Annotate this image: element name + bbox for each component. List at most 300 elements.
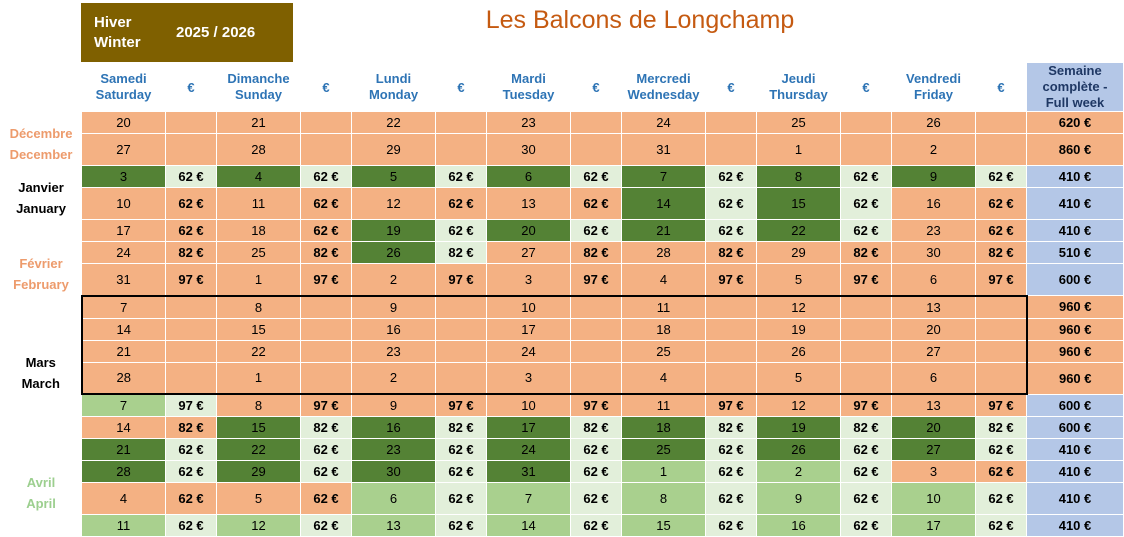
day-cell[interactable]: 10 xyxy=(487,394,571,417)
day-price-cell[interactable]: 62 € xyxy=(571,515,622,537)
day-price-cell[interactable]: 97 € xyxy=(166,264,217,296)
day-cell[interactable]: 8 xyxy=(757,166,841,188)
header-band xyxy=(0,0,1024,66)
day-cell[interactable]: 18 xyxy=(622,417,706,439)
day-cell[interactable]: 30 xyxy=(487,134,571,166)
day-price-cell[interactable] xyxy=(436,296,487,319)
table-row xyxy=(1,340,1124,362)
day-cell[interactable]: 13 xyxy=(892,296,976,319)
day-cell[interactable]: 24 xyxy=(487,340,571,362)
day-price-cell[interactable] xyxy=(571,112,622,134)
day-cell[interactable]: 11 xyxy=(622,296,706,319)
day-cell[interactable]: 25 xyxy=(622,439,706,461)
day-cell[interactable]: 3 xyxy=(487,264,571,296)
day-price-cell[interactable] xyxy=(976,318,1027,340)
day-cell[interactable]: 23 xyxy=(352,439,436,461)
day-price-cell[interactable]: 82 € xyxy=(571,417,622,439)
day-cell[interactable]: 9 xyxy=(352,394,436,417)
day-cell[interactable]: 7 xyxy=(487,483,571,515)
day-price-cell[interactable]: 62 € xyxy=(571,188,622,220)
day-header-en: Wednesday xyxy=(627,87,700,102)
day-price-cell[interactable]: 62 € xyxy=(706,166,757,188)
day-cell[interactable]: 22 xyxy=(217,439,301,461)
day-price-cell[interactable] xyxy=(706,134,757,166)
day-header-fr: Mercredi xyxy=(636,71,691,86)
day-cell[interactable]: 21 xyxy=(622,220,706,242)
day-cell[interactable]: 26 xyxy=(352,242,436,264)
day-price-cell[interactable] xyxy=(301,362,352,394)
day-price-cell[interactable] xyxy=(841,318,892,340)
day-cell[interactable]: 14 xyxy=(622,188,706,220)
day-price-cell[interactable]: 62 € xyxy=(301,188,352,220)
table-row xyxy=(1,188,1124,220)
day-cell[interactable]: 26 xyxy=(757,439,841,461)
day-price-cell[interactable]: 62 € xyxy=(166,439,217,461)
day-price-cell[interactable] xyxy=(841,362,892,394)
day-cell[interactable]: 15 xyxy=(622,515,706,537)
day-price-cell[interactable]: 82 € xyxy=(166,417,217,439)
day-cell[interactable]: 21 xyxy=(82,340,166,362)
day-price-cell[interactable] xyxy=(706,296,757,319)
day-cell[interactable]: 26 xyxy=(757,340,841,362)
day-price-cell[interactable]: 62 € xyxy=(571,220,622,242)
day-cell[interactable]: 2 xyxy=(352,264,436,296)
day-cell[interactable]: 11 xyxy=(82,515,166,537)
day-cell[interactable]: 6 xyxy=(892,264,976,296)
day-price-cell[interactable] xyxy=(706,112,757,134)
day-cell[interactable]: 8 xyxy=(217,296,301,319)
day-price-cell[interactable]: 62 € xyxy=(571,483,622,515)
day-cell[interactable]: 3 xyxy=(892,461,976,483)
day-header-fr: Vendredi xyxy=(906,71,961,86)
day-cell[interactable]: 23 xyxy=(352,340,436,362)
day-price-cell[interactable]: 62 € xyxy=(976,483,1027,515)
day-cell[interactable]: 27 xyxy=(892,439,976,461)
day-cell[interactable]: 9 xyxy=(892,166,976,188)
day-price-cell[interactable] xyxy=(301,318,352,340)
day-price-cell[interactable]: 82 € xyxy=(976,242,1027,264)
day-price-cell[interactable]: 62 € xyxy=(706,483,757,515)
day-cell[interactable]: 16 xyxy=(352,318,436,340)
table-row xyxy=(1,134,1124,166)
day-cell[interactable]: 13 xyxy=(352,515,436,537)
day-price-cell[interactable]: 62 € xyxy=(166,220,217,242)
day-cell[interactable]: 5 xyxy=(352,166,436,188)
day-price-cell[interactable]: 82 € xyxy=(436,417,487,439)
day-price-cell[interactable]: 62 € xyxy=(301,439,352,461)
day-cell[interactable]: 20 xyxy=(82,112,166,134)
euro-column-header-wednesday: € xyxy=(706,63,757,112)
day-cell[interactable]: 14 xyxy=(487,515,571,537)
euro-column-header-tuesday: € xyxy=(571,63,622,112)
season-label-en: Winter xyxy=(94,33,141,51)
day-cell[interactable]: 3 xyxy=(487,362,571,394)
day-cell[interactable]: 22 xyxy=(757,220,841,242)
day-price-cell[interactable]: 62 € xyxy=(706,439,757,461)
day-price-cell[interactable] xyxy=(166,112,217,134)
day-price-cell[interactable]: 62 € xyxy=(571,166,622,188)
day-cell[interactable]: 28 xyxy=(82,362,166,394)
day-cell[interactable]: 29 xyxy=(757,242,841,264)
day-cell[interactable]: 3 xyxy=(82,166,166,188)
day-price-cell[interactable]: 97 € xyxy=(976,264,1027,296)
day-price-cell[interactable]: 62 € xyxy=(841,166,892,188)
month-label-fr: Décembre xyxy=(9,126,73,141)
day-price-cell[interactable] xyxy=(706,318,757,340)
day-cell[interactable]: 12 xyxy=(217,515,301,537)
day-cell[interactable]: 16 xyxy=(892,188,976,220)
day-cell[interactable]: 5 xyxy=(757,362,841,394)
day-price-cell[interactable]: 62 € xyxy=(706,188,757,220)
day-cell[interactable]: 15 xyxy=(217,318,301,340)
day-price-cell[interactable]: 97 € xyxy=(706,264,757,296)
full-week-price-cell[interactable]: 410 € xyxy=(1027,483,1124,515)
day-price-cell[interactable]: 62 € xyxy=(436,220,487,242)
day-cell[interactable]: 17 xyxy=(82,220,166,242)
day-price-cell[interactable]: 62 € xyxy=(706,461,757,483)
day-cell[interactable]: 28 xyxy=(622,242,706,264)
day-header-fr: Mardi xyxy=(511,71,546,86)
day-cell[interactable]: 1 xyxy=(757,134,841,166)
day-cell[interactable]: 13 xyxy=(487,188,571,220)
full-week-price-cell[interactable]: 960 € xyxy=(1027,362,1124,394)
day-cell[interactable]: 4 xyxy=(622,362,706,394)
day-price-cell[interactable]: 62 € xyxy=(166,188,217,220)
day-cell[interactable]: 17 xyxy=(892,515,976,537)
day-cell[interactable]: 13 xyxy=(892,394,976,417)
day-price-cell[interactable] xyxy=(301,112,352,134)
full-week-price-cell[interactable]: 600 € xyxy=(1027,394,1124,417)
full-week-price-cell[interactable]: 600 € xyxy=(1027,417,1124,439)
day-price-cell[interactable]: 62 € xyxy=(166,461,217,483)
day-cell[interactable]: 20 xyxy=(892,417,976,439)
day-price-cell[interactable] xyxy=(976,362,1027,394)
month-label-march xyxy=(1,354,82,394)
day-header-en: Saturday xyxy=(95,87,152,102)
day-cell[interactable]: 7 xyxy=(82,296,166,319)
day-price-cell[interactable] xyxy=(166,296,217,319)
day-cell[interactable]: 19 xyxy=(757,417,841,439)
day-cell[interactable]: 4 xyxy=(622,264,706,296)
day-price-cell[interactable]: 82 € xyxy=(841,417,892,439)
day-cell[interactable]: 2 xyxy=(352,362,436,394)
day-column-header-friday xyxy=(892,63,976,112)
day-cell[interactable]: 10 xyxy=(82,188,166,220)
day-price-cell[interactable]: 62 € xyxy=(841,461,892,483)
full-week-price-cell[interactable]: 410 € xyxy=(1027,166,1124,188)
day-price-cell[interactable]: 82 € xyxy=(301,242,352,264)
day-price-cell[interactable]: 82 € xyxy=(841,242,892,264)
day-price-cell[interactable]: 97 € xyxy=(436,264,487,296)
month-label-empty xyxy=(1,394,82,417)
day-price-cell[interactable]: 82 € xyxy=(706,242,757,264)
day-cell[interactable]: 21 xyxy=(82,439,166,461)
day-cell[interactable]: 23 xyxy=(892,220,976,242)
full-week-price-cell[interactable]: 410 € xyxy=(1027,461,1124,483)
day-price-cell[interactable] xyxy=(706,340,757,362)
day-price-cell[interactable] xyxy=(436,318,487,340)
day-cell[interactable]: 28 xyxy=(82,461,166,483)
day-price-cell[interactable]: 62 € xyxy=(976,515,1027,537)
day-cell[interactable]: 9 xyxy=(352,296,436,319)
day-price-cell[interactable] xyxy=(976,340,1027,362)
month-label-empty xyxy=(1,296,82,319)
day-cell[interactable]: 14 xyxy=(82,318,166,340)
full-week-header-line: Semaine xyxy=(1048,63,1102,78)
full-week-price-cell[interactable]: 410 € xyxy=(1027,188,1124,220)
day-price-cell[interactable]: 82 € xyxy=(436,242,487,264)
day-price-cell[interactable] xyxy=(976,296,1027,319)
day-cell[interactable]: 25 xyxy=(622,340,706,362)
calendar-table xyxy=(0,62,1124,537)
day-cell[interactable]: 30 xyxy=(352,461,436,483)
day-cell[interactable]: 6 xyxy=(352,483,436,515)
day-cell[interactable]: 2 xyxy=(757,461,841,483)
day-cell[interactable]: 1 xyxy=(622,461,706,483)
day-cell[interactable]: 12 xyxy=(757,394,841,417)
day-price-cell[interactable]: 62 € xyxy=(301,483,352,515)
day-cell[interactable]: 8 xyxy=(217,394,301,417)
day-price-cell[interactable]: 62 € xyxy=(841,188,892,220)
day-cell[interactable]: 5 xyxy=(757,264,841,296)
table-row xyxy=(1,166,1124,188)
day-price-cell[interactable]: 62 € xyxy=(301,220,352,242)
day-cell[interactable]: 29 xyxy=(352,134,436,166)
day-price-cell[interactable]: 62 € xyxy=(841,483,892,515)
day-cell[interactable]: 30 xyxy=(892,242,976,264)
month-label-en: March xyxy=(21,375,60,391)
day-cell[interactable]: 20 xyxy=(487,220,571,242)
day-price-cell[interactable] xyxy=(571,340,622,362)
day-price-cell[interactable]: 62 € xyxy=(976,461,1027,483)
day-price-cell[interactable] xyxy=(301,340,352,362)
day-price-cell[interactable] xyxy=(166,340,217,362)
table-row xyxy=(1,112,1124,134)
day-price-cell[interactable]: 62 € xyxy=(436,188,487,220)
day-price-cell[interactable]: 97 € xyxy=(571,394,622,417)
day-price-cell[interactable] xyxy=(976,134,1027,166)
day-cell[interactable]: 14 xyxy=(82,417,166,439)
day-price-cell[interactable] xyxy=(301,134,352,166)
day-price-cell[interactable]: 97 € xyxy=(841,394,892,417)
day-price-cell[interactable]: 97 € xyxy=(301,394,352,417)
day-price-cell[interactable]: 62 € xyxy=(436,483,487,515)
day-cell[interactable]: 11 xyxy=(622,394,706,417)
day-cell[interactable]: 4 xyxy=(217,166,301,188)
month-label-fr: Février xyxy=(19,256,63,271)
day-cell[interactable]: 16 xyxy=(757,515,841,537)
calendar-body xyxy=(1,112,1124,537)
day-price-cell[interactable]: 62 € xyxy=(976,439,1027,461)
day-cell[interactable]: 25 xyxy=(757,112,841,134)
day-price-cell[interactable] xyxy=(571,134,622,166)
day-price-cell[interactable]: 82 € xyxy=(706,417,757,439)
day-cell[interactable]: 17 xyxy=(487,318,571,340)
table-row xyxy=(1,417,1124,439)
day-cell[interactable]: 7 xyxy=(622,166,706,188)
day-price-cell[interactable] xyxy=(301,296,352,319)
day-cell[interactable]: 27 xyxy=(487,242,571,264)
day-cell[interactable]: 16 xyxy=(352,417,436,439)
day-price-cell[interactable]: 62 € xyxy=(436,461,487,483)
day-cell[interactable]: 12 xyxy=(757,296,841,319)
day-price-cell[interactable]: 62 € xyxy=(841,439,892,461)
day-price-cell[interactable]: 82 € xyxy=(301,417,352,439)
euro-column-header-sunday: € xyxy=(301,63,352,112)
day-price-cell[interactable]: 62 € xyxy=(166,166,217,188)
day-cell[interactable]: 15 xyxy=(217,417,301,439)
day-cell[interactable]: 22 xyxy=(352,112,436,134)
day-cell[interactable]: 31 xyxy=(82,264,166,296)
day-price-cell[interactable]: 97 € xyxy=(841,264,892,296)
euro-column-header-friday: € xyxy=(976,63,1027,112)
day-price-cell[interactable]: 62 € xyxy=(166,483,217,515)
month-label-april xyxy=(1,475,82,515)
day-cell[interactable]: 19 xyxy=(352,220,436,242)
day-price-cell[interactable]: 62 € xyxy=(571,439,622,461)
full-week-price-cell[interactable]: 510 € xyxy=(1027,242,1124,264)
day-cell[interactable]: 10 xyxy=(892,483,976,515)
day-price-cell[interactable]: 62 € xyxy=(166,515,217,537)
day-cell[interactable]: 15 xyxy=(757,188,841,220)
day-price-cell[interactable]: 82 € xyxy=(571,242,622,264)
full-week-price-cell[interactable]: 410 € xyxy=(1027,220,1124,242)
table-row xyxy=(1,394,1124,417)
month-label-fr: Avril xyxy=(26,475,56,490)
column-header-row xyxy=(1,63,1124,112)
day-price-cell[interactable] xyxy=(436,112,487,134)
day-price-cell[interactable]: 97 € xyxy=(301,264,352,296)
day-column-header-sunday xyxy=(217,63,301,112)
day-price-cell[interactable] xyxy=(436,134,487,166)
day-price-cell[interactable] xyxy=(841,134,892,166)
day-price-cell[interactable]: 62 € xyxy=(571,461,622,483)
month-column-header xyxy=(1,63,82,112)
full-week-price-cell[interactable]: 960 € xyxy=(1027,296,1124,319)
month-label-empty xyxy=(1,220,82,242)
day-price-cell[interactable]: 82 € xyxy=(976,417,1027,439)
day-header-en: Thursday xyxy=(769,87,828,102)
day-price-cell[interactable]: 62 € xyxy=(976,166,1027,188)
day-price-cell[interactable]: 97 € xyxy=(436,394,487,417)
day-cell[interactable]: 21 xyxy=(217,112,301,134)
month-label-january xyxy=(1,180,82,220)
day-cell[interactable]: 8 xyxy=(622,483,706,515)
day-cell[interactable]: 6 xyxy=(892,362,976,394)
day-price-cell[interactable]: 97 € xyxy=(706,394,757,417)
day-cell[interactable]: 25 xyxy=(217,242,301,264)
day-price-cell[interactable] xyxy=(976,112,1027,134)
day-price-cell[interactable] xyxy=(166,362,217,394)
day-cell[interactable]: 31 xyxy=(622,134,706,166)
season-years: 2025 / 2026 xyxy=(176,24,256,41)
day-cell[interactable]: 11 xyxy=(217,188,301,220)
day-cell[interactable]: 27 xyxy=(82,134,166,166)
day-price-cell[interactable]: 62 € xyxy=(301,166,352,188)
day-cell[interactable]: 26 xyxy=(892,112,976,134)
day-price-cell[interactable]: 97 € xyxy=(166,394,217,417)
day-cell[interactable]: 29 xyxy=(217,461,301,483)
day-cell[interactable]: 20 xyxy=(892,318,976,340)
day-cell[interactable]: 24 xyxy=(487,439,571,461)
day-price-cell[interactable] xyxy=(571,362,622,394)
day-price-cell[interactable] xyxy=(841,112,892,134)
day-price-cell[interactable] xyxy=(841,296,892,319)
day-cell[interactable]: 18 xyxy=(622,318,706,340)
full-week-price-cell[interactable]: 410 € xyxy=(1027,515,1124,537)
full-week-price-cell[interactable]: 600 € xyxy=(1027,264,1124,296)
day-cell[interactable]: 23 xyxy=(487,112,571,134)
day-price-cell[interactable] xyxy=(841,340,892,362)
month-label-empty xyxy=(1,318,82,340)
day-price-cell[interactable]: 62 € xyxy=(706,220,757,242)
full-week-price-cell[interactable]: 620 € xyxy=(1027,112,1124,134)
day-cell[interactable]: 12 xyxy=(352,188,436,220)
table-row xyxy=(1,515,1124,537)
day-price-cell[interactable]: 62 € xyxy=(301,461,352,483)
day-cell[interactable]: 27 xyxy=(892,340,976,362)
day-price-cell[interactable]: 62 € xyxy=(976,220,1027,242)
day-price-cell[interactable]: 62 € xyxy=(436,439,487,461)
day-price-cell[interactable] xyxy=(436,340,487,362)
day-price-cell[interactable]: 62 € xyxy=(436,166,487,188)
day-price-cell[interactable]: 62 € xyxy=(436,515,487,537)
day-header-en: Sunday xyxy=(235,87,282,102)
day-cell[interactable]: 18 xyxy=(217,220,301,242)
day-price-cell[interactable]: 97 € xyxy=(571,264,622,296)
day-cell[interactable]: 4 xyxy=(82,483,166,515)
day-price-cell[interactable]: 62 € xyxy=(841,515,892,537)
day-cell[interactable]: 10 xyxy=(487,296,571,319)
day-cell[interactable]: 6 xyxy=(487,166,571,188)
full-week-price-cell[interactable]: 410 € xyxy=(1027,439,1124,461)
full-week-price-cell[interactable]: 960 € xyxy=(1027,318,1124,340)
day-cell[interactable]: 28 xyxy=(217,134,301,166)
table-row xyxy=(1,362,1124,394)
day-price-cell[interactable] xyxy=(706,362,757,394)
month-label-february xyxy=(1,256,82,296)
day-price-cell[interactable]: 62 € xyxy=(301,515,352,537)
day-price-cell[interactable]: 82 € xyxy=(166,242,217,264)
day-cell[interactable]: 2 xyxy=(892,134,976,166)
day-price-cell[interactable] xyxy=(571,318,622,340)
day-price-cell[interactable] xyxy=(166,134,217,166)
day-price-cell[interactable] xyxy=(571,296,622,319)
day-price-cell[interactable]: 62 € xyxy=(841,220,892,242)
day-cell[interactable]: 19 xyxy=(757,318,841,340)
day-cell[interactable]: 24 xyxy=(82,242,166,264)
day-price-cell[interactable]: 62 € xyxy=(706,515,757,537)
day-cell[interactable]: 24 xyxy=(622,112,706,134)
day-price-cell[interactable]: 97 € xyxy=(976,394,1027,417)
day-cell[interactable]: 7 xyxy=(82,394,166,417)
day-price-cell[interactable] xyxy=(166,318,217,340)
day-column-header-thursday xyxy=(757,63,841,112)
day-cell[interactable]: 1 xyxy=(217,264,301,296)
day-cell[interactable]: 9 xyxy=(757,483,841,515)
euro-column-header-monday: € xyxy=(436,63,487,112)
day-cell[interactable]: 22 xyxy=(217,340,301,362)
day-cell[interactable]: 5 xyxy=(217,483,301,515)
table-row xyxy=(1,264,1124,296)
day-price-cell[interactable] xyxy=(436,362,487,394)
day-cell[interactable]: 17 xyxy=(487,417,571,439)
full-week-price-cell[interactable]: 960 € xyxy=(1027,340,1124,362)
day-price-cell[interactable]: 62 € xyxy=(976,188,1027,220)
full-week-price-cell[interactable]: 860 € xyxy=(1027,134,1124,166)
day-cell[interactable]: 1 xyxy=(217,362,301,394)
day-cell[interactable]: 31 xyxy=(487,461,571,483)
